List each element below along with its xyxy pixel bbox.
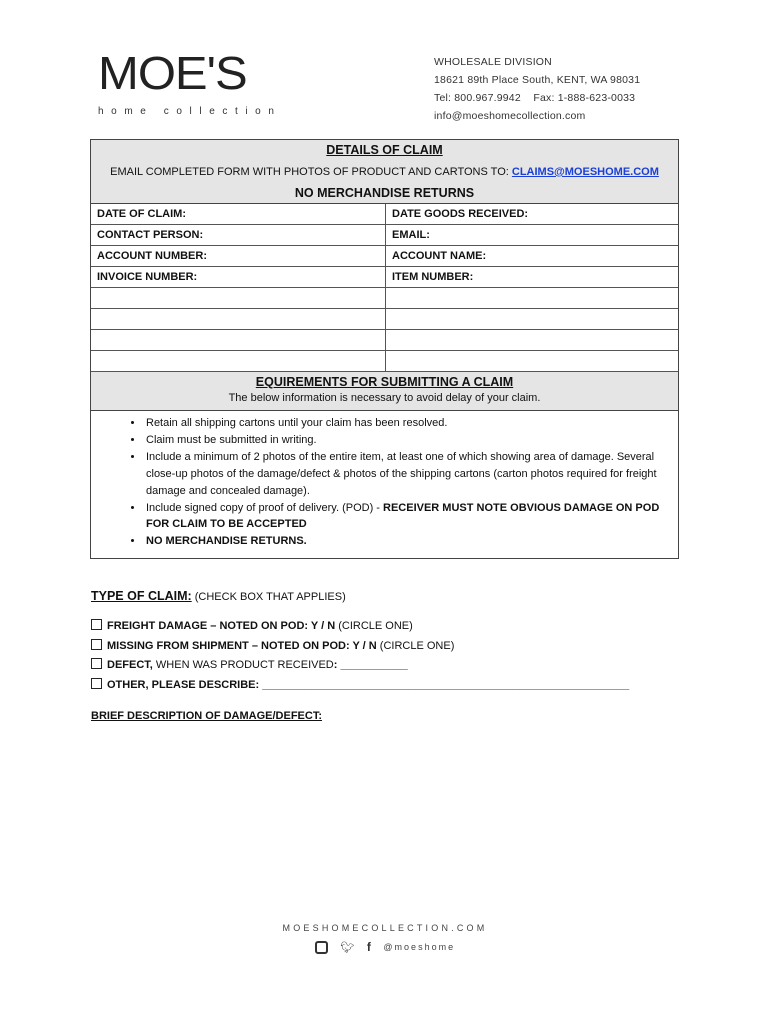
option-label[interactable]: OTHER, PLEASE DESCRIBE: ____________________________________________________________ — [107, 678, 630, 691]
requirements-list — [91, 411, 678, 558]
division-label: WHOLESALE DIVISION — [434, 56, 552, 68]
field-contact-person[interactable]: CONTACT PERSON: — [91, 225, 386, 246]
blank-cell[interactable] — [91, 309, 386, 330]
option-note: (CIRCLE ONE) — [335, 620, 413, 632]
claim-type-note: (CHECK BOX THAT APPLIES) — [191, 591, 346, 603]
option-note: (CIRCLE ONE) — [376, 639, 455, 652]
option-label: MISSING FROM SHIPMENT – NOTED ON POD: Y / N — [107, 639, 377, 652]
checkbox[interactable] — [91, 658, 102, 669]
blank-cell[interactable] — [386, 351, 678, 372]
form-title: DETAILS OF CLAIM — [326, 143, 443, 157]
requirement-emphasis: RECEIVER MUST NOTE OBVIOUS DAMAGE ON POD FOR CLAIM TO BE ACCEPTED — [146, 501, 660, 531]
field-date-of-claim[interactable]: DATE OF CLAIM: — [91, 204, 386, 225]
field-item-number[interactable]: ITEM NUMBER: — [386, 267, 678, 288]
contact-block — [434, 53, 640, 125]
claim-type-options — [91, 617, 629, 695]
twitter-icon[interactable]: 🐦︎ — [340, 941, 355, 954]
checkbox[interactable] — [91, 639, 102, 650]
option-freight-damage — [91, 617, 629, 637]
blank-cell[interactable] — [386, 288, 678, 309]
claim-type-heading: TYPE OF CLAIM: — [91, 589, 192, 603]
logo-tagline: home collection — [98, 106, 282, 117]
blank-cell[interactable] — [386, 309, 678, 330]
claims-email-link[interactable]: CLAIMS@MOESHOME.COM — [511, 166, 659, 178]
claim-form — [90, 139, 679, 559]
field-account-number[interactable]: ACCOUNT NUMBER: — [91, 246, 386, 267]
checkbox[interactable] — [91, 678, 102, 689]
option-defect — [91, 656, 629, 676]
requirement-item: • Retain all shipping cartons until your claim has been resolved. — [144, 415, 668, 432]
blank-cell[interactable] — [386, 330, 678, 351]
option-label: FREIGHT DAMAGE – NOTED ON POD: Y / N — [107, 620, 336, 632]
blank-cell[interactable] — [91, 288, 386, 309]
option-label: DEFECT, — [107, 659, 153, 671]
phone-fax: Tel: 800.967.9942 Fax: 1-888-623-0033 — [434, 92, 636, 104]
footer-website[interactable]: MOESHOMECOLLECTION.COM — [282, 923, 488, 933]
requirements-header — [91, 372, 678, 411]
address: 18621 89th Place South, KENT, WA 98031 — [434, 74, 641, 86]
logo-wordmark: MOE'S — [98, 48, 247, 100]
field-invoice-number[interactable]: INVOICE NUMBER: — [91, 267, 386, 288]
contact-email: info@moeshomecollection.com — [434, 110, 586, 122]
form-header — [91, 140, 678, 204]
requirement-item: • NO MERCHANDISE RETURNS. — [144, 533, 668, 550]
footer — [0, 923, 770, 954]
claim-type-heading-row — [91, 589, 346, 603]
social-handle: @moeshome — [383, 942, 456, 952]
instagram-icon[interactable] — [315, 941, 328, 954]
option-note: WHEN WAS PRODUCT RECEIVED — [152, 659, 334, 671]
form-instruction — [91, 161, 678, 183]
checkbox[interactable] — [91, 619, 102, 630]
requirement-item: • Claim must be submitted in writing. — [144, 432, 668, 449]
requirements-title: EQUIREMENTS FOR SUBMITTING A CLAIM — [255, 375, 514, 389]
claim-fields-grid — [91, 204, 678, 372]
option-missing-from-shipment — [91, 637, 629, 657]
field-account-name[interactable]: ACCOUNT NAME: — [386, 246, 678, 267]
blank-cell[interactable] — [91, 351, 386, 372]
no-returns-notice: NO MERCHANDISE RETURNS — [294, 186, 475, 200]
instruction-text: EMAIL COMPLETED FORM WITH PHOTOS OF PRODUCT AND CARTONS TO: — [110, 166, 512, 178]
received-date-line[interactable]: : ___________ — [333, 659, 408, 671]
brief-description-label: BRIEF DESCRIPTION OF DAMAGE/DEFECT: — [91, 710, 323, 722]
blank-cell[interactable] — [91, 330, 386, 351]
requirements-subtitle: The below information is necessary to avoid delay of your claim. — [228, 392, 541, 404]
facebook-icon[interactable]: f — [366, 940, 371, 954]
option-other — [91, 676, 629, 696]
field-date-goods-received[interactable]: DATE GOODS RECEIVED: — [386, 204, 678, 225]
social-row — [0, 940, 770, 954]
field-email[interactable]: EMAIL: — [386, 225, 678, 246]
requirement-item — [144, 500, 668, 534]
requirement-item: • Include a minimum of 2 photos of the entire item, at least one of which showing area of damage. Several close-up photos of the damage/defect & photos of the shipping cartons (carton photos required for freight damage and concealed damage). — [144, 449, 668, 500]
logo — [98, 48, 282, 117]
requirement-text: Include signed copy of proof of delivery. (POD) - — [146, 501, 384, 514]
